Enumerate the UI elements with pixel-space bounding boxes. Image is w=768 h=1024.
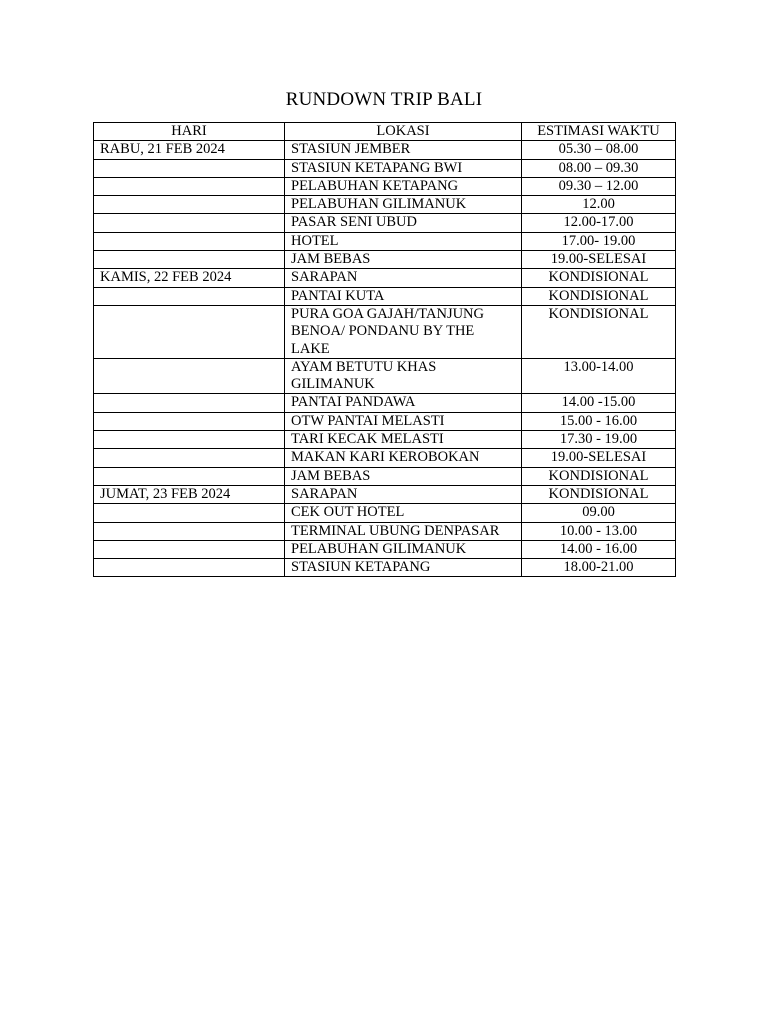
cell-location: AYAM BETUTU KHAS GILIMANUK <box>285 358 522 394</box>
cell-day <box>94 559 285 577</box>
cell-location: MAKAN KARI KEROBOKAN <box>285 449 522 467</box>
table-row <box>94 504 676 522</box>
table-row <box>94 358 676 394</box>
cell-day <box>94 467 285 485</box>
cell-time: 17.30 - 19.00 <box>522 431 676 449</box>
table-row <box>94 305 676 358</box>
cell-time: 17.00- 19.00 <box>522 232 676 250</box>
table-row <box>94 449 676 467</box>
table-row <box>94 232 676 250</box>
cell-time: KONDISIONAL <box>522 269 676 287</box>
table-row <box>94 214 676 232</box>
cell-day <box>94 305 285 358</box>
cell-location: SARAPAN <box>285 485 522 503</box>
cell-day <box>94 214 285 232</box>
cell-location: JAM BEBAS <box>285 251 522 269</box>
cell-time: 12.00 <box>522 196 676 214</box>
table-row <box>94 522 676 540</box>
table-row <box>94 269 676 287</box>
cell-location: SARAPAN <box>285 269 522 287</box>
cell-location: PANTAI KUTA <box>285 287 522 305</box>
document-title: RUNDOWN TRIP BALI <box>285 89 483 110</box>
cell-location: STASIUN KETAPANG BWI <box>285 159 522 177</box>
cell-time: 08.00 – 09.30 <box>522 159 676 177</box>
table-row <box>94 159 676 177</box>
table-row <box>94 467 676 485</box>
table-row <box>94 251 676 269</box>
cell-day: JUMAT, 23 FEB 2024 <box>94 485 285 503</box>
cell-time: 10.00 - 13.00 <box>522 522 676 540</box>
table-row <box>94 394 676 412</box>
cell-time: 09.30 – 12.00 <box>522 177 676 195</box>
cell-location: HOTEL <box>285 232 522 250</box>
cell-day <box>94 177 285 195</box>
cell-day <box>94 449 285 467</box>
cell-location: PELABUHAN KETAPANG <box>285 177 522 195</box>
cell-location: PELABUHAN GILIMANUK <box>285 540 522 558</box>
cell-location: PANTAI PANDAWA <box>285 394 522 412</box>
cell-day <box>94 159 285 177</box>
cell-day <box>94 358 285 394</box>
table-row <box>94 485 676 503</box>
cell-location: TARI KECAK MELASTI <box>285 431 522 449</box>
cell-time: 15.00 - 16.00 <box>522 412 676 430</box>
cell-day <box>94 504 285 522</box>
cell-time: 19.00-SELESAI <box>522 251 676 269</box>
table-row <box>94 196 676 214</box>
cell-location: PASAR SENI UBUD <box>285 214 522 232</box>
cell-location: PURA GOA GAJAH/TANJUNG BENOA/ PONDANU BY THE LAKE <box>285 305 522 358</box>
table-header <box>94 123 676 141</box>
cell-day: RABU, 21 FEB 2024 <box>94 141 285 159</box>
cell-time: 12.00-17.00 <box>522 214 676 232</box>
table-row <box>94 177 676 195</box>
table-row <box>94 559 676 577</box>
table-row <box>94 431 676 449</box>
cell-day <box>94 394 285 412</box>
cell-day <box>94 540 285 558</box>
cell-time: 05.30 – 08.00 <box>522 141 676 159</box>
cell-time: KONDISIONAL <box>522 467 676 485</box>
cell-time: KONDISIONAL <box>522 305 676 358</box>
table-row <box>94 287 676 305</box>
cell-day <box>94 251 285 269</box>
cell-time: KONDISIONAL <box>522 287 676 305</box>
cell-location: STASIUN JEMBER <box>285 141 522 159</box>
cell-day <box>94 522 285 540</box>
cell-location: STASIUN KETAPANG <box>285 559 522 577</box>
header-lokasi: LOKASI <box>285 123 522 141</box>
table-body <box>94 141 676 577</box>
cell-day <box>94 431 285 449</box>
cell-day <box>94 196 285 214</box>
table-row <box>94 540 676 558</box>
header-estimasi-waktu: ESTIMASI WAKTU <box>522 123 676 141</box>
header-row <box>94 123 676 141</box>
cell-time: 14.00 -15.00 <box>522 394 676 412</box>
rundown-table <box>93 122 676 577</box>
cell-location: PELABUHAN GILIMANUK <box>285 196 522 214</box>
cell-day <box>94 287 285 305</box>
cell-time: 19.00-SELESAI <box>522 449 676 467</box>
header-hari: HARI <box>94 123 285 141</box>
cell-day: KAMIS, 22 FEB 2024 <box>94 269 285 287</box>
cell-time: KONDISIONAL <box>522 485 676 503</box>
cell-day <box>94 232 285 250</box>
cell-location: CEK OUT HOTEL <box>285 504 522 522</box>
table-row <box>94 141 676 159</box>
cell-location: OTW PANTAI MELASTI <box>285 412 522 430</box>
cell-location: TERMINAL UBUNG DENPASAR <box>285 522 522 540</box>
cell-location: JAM BEBAS <box>285 467 522 485</box>
cell-time: 14.00 - 16.00 <box>522 540 676 558</box>
table-row <box>94 412 676 430</box>
cell-day <box>94 412 285 430</box>
cell-time: 13.00-14.00 <box>522 358 676 394</box>
cell-time: 09.00 <box>522 504 676 522</box>
cell-time: 18.00-21.00 <box>522 559 676 577</box>
